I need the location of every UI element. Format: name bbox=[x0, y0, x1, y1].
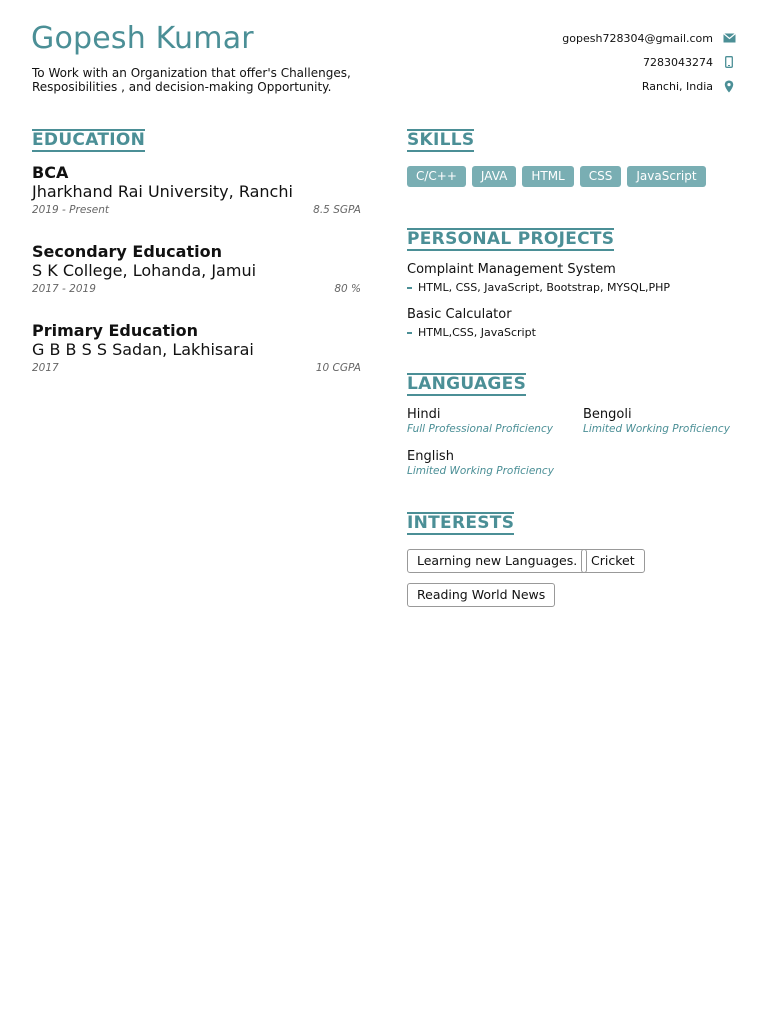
education-school: Jharkhand Rai University, Ranchi bbox=[32, 182, 293, 201]
project-name: Basic Calculator bbox=[407, 307, 512, 322]
language-entry bbox=[407, 407, 553, 436]
contact-email[interactable]: gopesh728304@gmail.com bbox=[562, 31, 713, 45]
map-pin-icon bbox=[721, 78, 737, 94]
skill-tag: CSS bbox=[580, 166, 622, 187]
contact-info bbox=[437, 26, 737, 98]
education-grade: 10 CGPA bbox=[315, 362, 361, 374]
bullet-dash bbox=[407, 332, 412, 334]
project-entry bbox=[407, 307, 737, 339]
education-degree: Secondary Education bbox=[32, 242, 222, 261]
interests-heading: INTERESTS bbox=[407, 513, 515, 533]
skill-tag: JavaScript bbox=[627, 166, 705, 187]
interest-tag: Learning new Languages. bbox=[407, 549, 587, 573]
education-meta bbox=[32, 283, 361, 295]
contact-phone-row bbox=[437, 50, 737, 74]
skill-tag: HTML bbox=[522, 166, 573, 187]
education-entry bbox=[32, 242, 361, 295]
education-grade: 8.5 SGPA bbox=[313, 204, 361, 216]
project-name: Complaint Management System bbox=[407, 262, 616, 277]
interest-tag: Reading World News bbox=[407, 583, 555, 607]
project-description bbox=[407, 326, 737, 339]
education-school: S K College, Lohanda, Jamui bbox=[32, 261, 257, 280]
education-degree: BCA bbox=[32, 163, 69, 182]
project-description bbox=[407, 281, 737, 294]
education-period: 2017 bbox=[32, 362, 59, 374]
education-meta bbox=[32, 362, 361, 374]
education-degree: Primary Education bbox=[32, 321, 199, 340]
language-level: Limited Working Proficiency bbox=[583, 423, 730, 435]
contact-location-row bbox=[437, 74, 737, 98]
education-school: G B B S S Sadan, Lakhisarai bbox=[32, 340, 254, 359]
education-period: 2017 - 2019 bbox=[32, 283, 96, 295]
candidate-name: Gopesh Kumar bbox=[31, 21, 254, 56]
education-entry bbox=[32, 163, 361, 216]
languages-heading: LANGUAGES bbox=[407, 374, 527, 394]
skill-tag: C/C++ bbox=[407, 166, 466, 187]
interest-tag: Cricket bbox=[581, 549, 645, 573]
language-name: English bbox=[407, 449, 454, 464]
language-entry bbox=[407, 449, 554, 478]
project-tech: HTML, CSS, JavaScript, Bootstrap, MYSQL,PHP bbox=[418, 281, 670, 294]
language-entry bbox=[583, 407, 730, 436]
language-name: Bengoli bbox=[583, 407, 632, 422]
contact-email-row bbox=[437, 26, 737, 50]
education-meta bbox=[32, 204, 361, 216]
bullet-dash bbox=[407, 287, 412, 289]
language-level: Full Professional Proficiency bbox=[407, 423, 553, 435]
education-grade: 80 % bbox=[334, 283, 361, 295]
skill-tag: JAVA bbox=[472, 166, 516, 187]
skills-heading: SKILLS bbox=[407, 130, 475, 150]
project-tech: HTML,CSS, JavaScript bbox=[418, 326, 536, 339]
contact-phone[interactable]: 7283043274 bbox=[643, 55, 713, 69]
mobile-phone-icon bbox=[721, 54, 737, 70]
projects-heading: PERSONAL PROJECTS bbox=[407, 229, 615, 249]
language-level: Limited Working Proficiency bbox=[407, 465, 554, 477]
skills-list bbox=[407, 166, 706, 187]
language-name: Hindi bbox=[407, 407, 441, 422]
education-entry bbox=[32, 321, 361, 374]
career-objective: To Work with an Organization that offer's Challenges, Resposibilities , and decision-making Opportunity. bbox=[32, 66, 351, 94]
envelope-icon bbox=[721, 30, 737, 46]
contact-location: Ranchi, India bbox=[641, 79, 713, 93]
education-heading: EDUCATION bbox=[32, 130, 146, 150]
project-entry bbox=[407, 262, 737, 294]
education-period: 2019 - Present bbox=[32, 204, 109, 216]
